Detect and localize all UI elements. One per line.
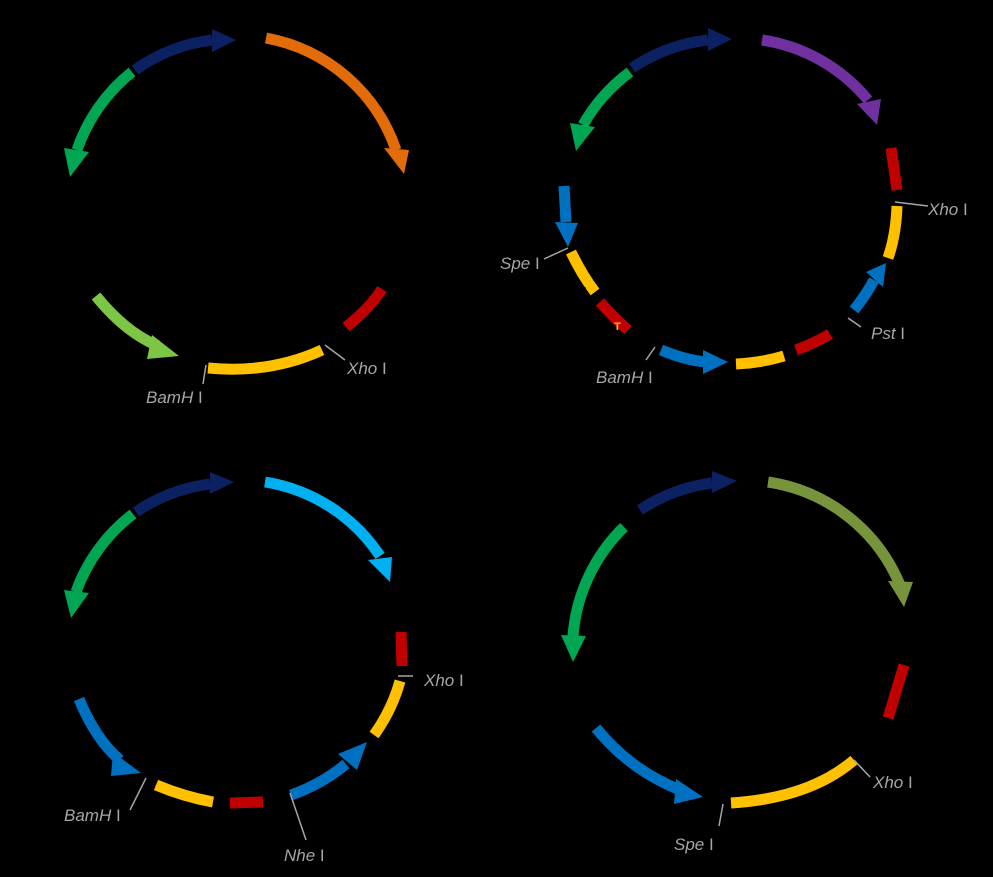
bamhi-label: BamH I [146,388,203,407]
blue-arc-left [564,186,566,222]
spei-label: Spe I [500,254,540,273]
bamhi-label: BamH I [596,368,653,387]
tiny-label-p: P [579,285,587,297]
bamhi-label: BamH I [64,806,121,825]
xhoi-label: Xho I [424,671,464,690]
tiny-label-t: T [614,321,621,333]
xhoi-label: Xho I [873,773,913,792]
red-segment-right [891,148,897,190]
tiny-label: 9 [149,347,156,359]
xhoi-label: Xho I [928,200,968,219]
spei-label: Spe I [674,835,714,854]
red-segment-right [401,632,402,666]
psti-label: Pst I [871,324,906,343]
red-segment-bottom [230,802,263,803]
nhei-label: Nhe I [284,846,325,865]
xhoi-label: Xho I [347,359,387,378]
